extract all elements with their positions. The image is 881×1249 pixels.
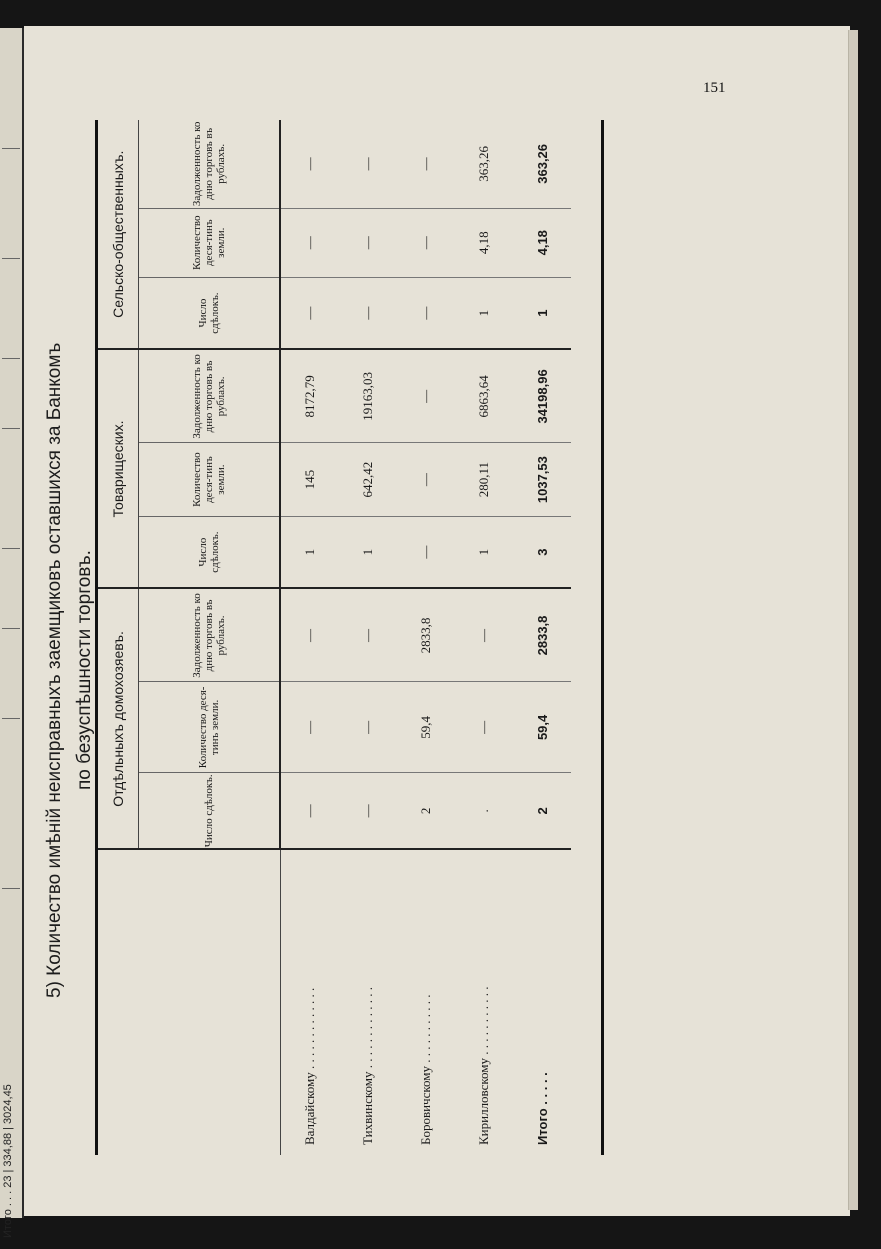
table-cell: 2833,8 [513,588,571,681]
table-cell: — [280,120,339,208]
table-cell: 34198,96 [513,349,571,442]
table-cell: — [280,682,339,773]
table-cell: 363,26 [455,120,513,208]
table-cell: — [397,277,455,349]
subheader-land: Количество деся-тинъ земли. [139,682,281,773]
row-label: Боровичскому . . . . . . . . . . . [397,849,455,1155]
table-cell: 59,4 [397,682,455,773]
group-header-individual: Отдѣльныхъ домохозяевъ. [97,588,139,849]
table-cell: — [339,120,397,208]
subheader-deals: Число сдѣлокъ. [139,773,281,850]
table-cell: 280,11 [455,443,513,516]
table-row [455,120,513,1155]
table-cell: 2 [513,773,571,850]
table-cell: 1037,53 [513,443,571,516]
table-cell: — [339,588,397,681]
table-row [397,120,455,1155]
table-cell: — [339,773,397,850]
table-cell: — [339,208,397,277]
row-label: Итого . . . . . [513,849,571,1155]
table-cell: 1 [339,516,397,588]
table-row [280,120,339,1155]
table-cell: — [280,208,339,277]
table-cell: 363,26 [513,120,571,208]
row-label: Кирилловскому . . . . . . . . . . . [455,849,513,1155]
table-cell: 3 [513,516,571,588]
table-cell: 1 [280,516,339,588]
group-header-rural: Сельско-общественныхъ. [97,120,139,349]
table-cell: 2 [397,773,455,850]
table-cell: 1 [455,277,513,349]
heading-line-1: 5) Количество имѣній неисправныхъ заемщиковъ оставшихся за Банкомъ [44,342,65,998]
table-rotator [95,120,710,1155]
table-cell: — [280,773,339,850]
table-cell: 6863,64 [455,349,513,442]
table-cell: 4,18 [513,208,571,277]
table-cell: — [280,277,339,349]
table-cell: — [455,588,513,681]
subheader-debt: Задолженность ко дню торговъ въ рублахъ. [139,120,281,208]
table-cell: 8172,79 [280,349,339,442]
table-cell: — [397,443,455,516]
row-label: Валдайскому . . . . . . . . . . . . . [280,849,339,1155]
table-cell: 59,4 [513,682,571,773]
page-stack-edge [848,30,858,1210]
table-cell: — [339,277,397,349]
subheader-deals: Число сдѣлокъ. [139,277,281,349]
statistics-table [95,120,604,1155]
subheader-debt: Задолженность ко дню торговъ въ рублахъ. [139,588,281,681]
table-cell: — [455,682,513,773]
table-cell: — [397,349,455,442]
table-cell: — [339,682,397,773]
table-cell: 4,18 [455,208,513,277]
subheader-deals: Число сдѣлокъ. [139,516,281,588]
table-cell: 642,42 [339,443,397,516]
table-cell: 19163,03 [339,349,397,442]
subheader-land: Количество деся-тинъ земли. [139,443,281,516]
table-cell: 1 [513,277,571,349]
table-cell: . [455,773,513,850]
table-bottom-rule [571,120,603,1155]
table-cell: 1 [455,516,513,588]
table-cell: — [397,516,455,588]
row-label: Тихвинскому . . . . . . . . . . . . . [339,849,397,1155]
group-header-partnership: Товарищеских. [97,349,139,588]
group-header-row [97,120,139,1155]
table-body [280,120,571,1155]
previous-page-edge [0,28,24,1238]
table-cell: 145 [280,443,339,516]
heading-line-2: по безуспѣшности торговъ. [74,550,95,790]
label-column-header [97,849,281,1155]
total-row [513,120,571,1155]
table-cell: — [280,588,339,681]
table-row [339,120,397,1155]
subheader-land: Количество деся-тинъ земли. [139,208,281,277]
page-number: 151 [703,80,726,96]
previous-page-text: Итого . . . 23 | 334,88 | 3024,45 [2,1084,14,1238]
rotated-table-container [95,120,735,1190]
subheader-debt: Задолженность ко дню торговъ въ рублахъ. [139,349,281,442]
table-cell: 2833,8 [397,588,455,681]
table-cell: — [397,120,455,208]
bottom-rule-cell [571,120,603,1155]
table-cell: — [397,208,455,277]
